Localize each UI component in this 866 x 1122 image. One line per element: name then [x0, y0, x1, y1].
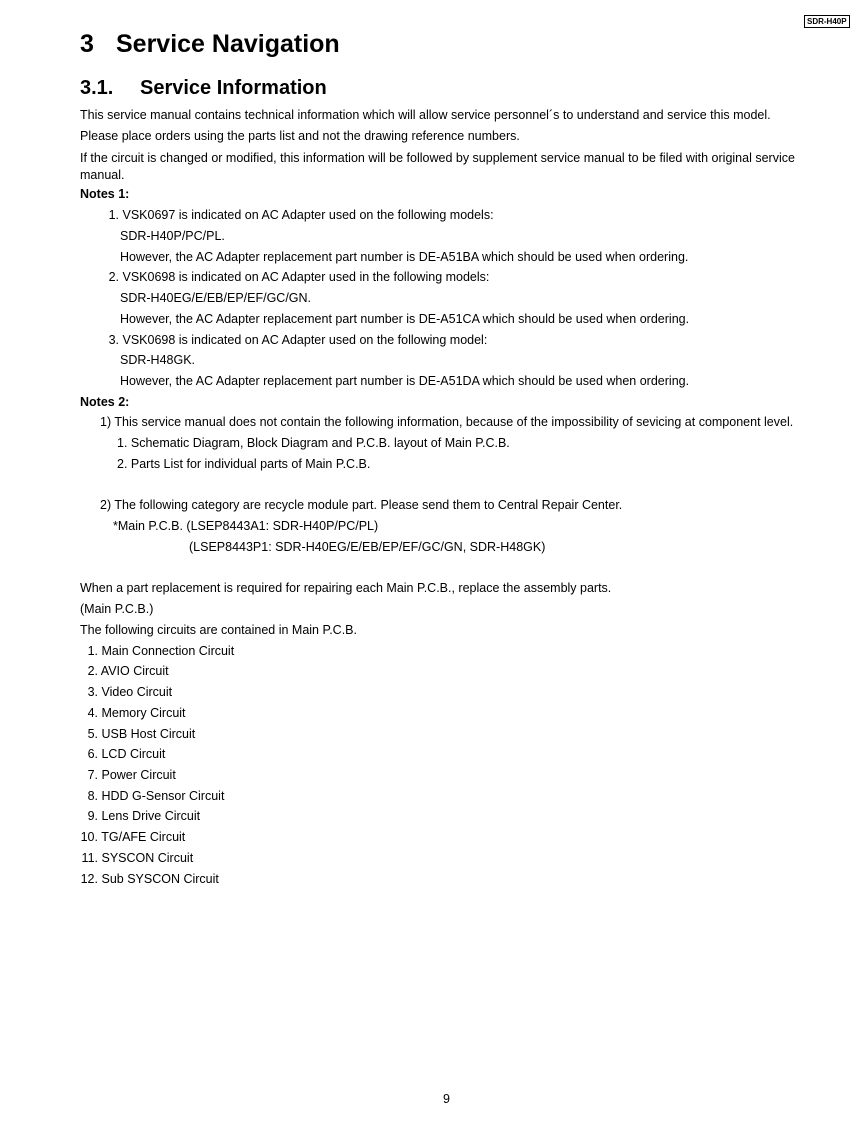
circuit-list-item	[78, 768, 176, 783]
circuit-number: 9.	[87, 809, 98, 823]
circuit-list-item	[78, 644, 234, 659]
replacement-text: The following circuits are contained in Main P.C.B.	[80, 623, 357, 637]
circuit-list-item	[78, 851, 193, 866]
circuit-number: 4.	[87, 706, 98, 720]
circuit-name: HDD G-Sensor Circuit	[101, 789, 225, 803]
circuit-name: Main Connection Circuit	[101, 644, 235, 658]
circuit-list-item	[78, 789, 224, 804]
circuit-number: 12.	[80, 872, 98, 886]
section-title: Service Navigation	[116, 30, 340, 58]
circuit-number: 10.	[80, 830, 98, 844]
circuit-name: Lens Drive Circuit	[101, 809, 201, 823]
circuit-list-item	[78, 830, 185, 845]
recycle-part-line: *Main P.C.B. (LSEP8443A1: SDR-H40P/PC/PL)	[113, 519, 379, 533]
circuit-name: USB Host Circuit	[101, 727, 196, 741]
circuit-number: 6.	[87, 747, 98, 761]
note-item-text: VSK0698 is indicated on AC Adapter used in the following models:	[122, 270, 490, 284]
circuit-name: Video Circuit	[101, 685, 173, 699]
circuit-name: Memory Circuit	[101, 706, 186, 720]
circuit-number: 1.	[87, 644, 98, 658]
note-item-number: 2.	[108, 270, 119, 284]
circuit-name: LCD Circuit	[101, 747, 166, 761]
replacement-text: (Main P.C.B.)	[80, 602, 154, 616]
circuit-name: Power Circuit	[101, 768, 176, 782]
note-item-note: However, the AC Adapter replacement part number is DE-A51DA which should be used when ordering.	[120, 374, 690, 388]
subsection-title: Service Information	[140, 77, 327, 99]
notes2-paragraph: 2) The following category are recycle module part. Please send them to Central Repair Center.	[100, 498, 623, 512]
circuit-number: 3.	[87, 685, 98, 699]
circuit-name: Sub SYSCON Circuit	[101, 872, 219, 886]
notes1-heading: Notes 1:	[80, 187, 130, 201]
model-tag: SDR-H40P	[804, 15, 850, 28]
note-item	[105, 208, 494, 223]
page-number: 9	[443, 1092, 450, 1106]
recycle-part-line: (LSEP8443P1: SDR-H40EG/E/EB/EP/EF/GC/GN, SDR-H48GK)	[189, 540, 546, 554]
circuit-list-item	[78, 664, 169, 679]
intro-paragraph: If the circuit is changed or modified, this information will be followed by supplement service manual to be filed with original service manual.	[80, 151, 795, 182]
circuit-number: 8.	[87, 789, 98, 803]
circuit-list-item	[78, 747, 165, 762]
note-item-number: 1.	[108, 208, 119, 222]
circuit-number: 7.	[87, 768, 98, 782]
note-item-text: VSK0698 is indicated on AC Adapter used on the following model:	[122, 333, 488, 347]
replacement-text: When a part replacement is required for repairing each Main P.C.B., replace the assembly parts.	[80, 581, 612, 595]
circuit-name: TG/AFE Circuit	[101, 830, 186, 844]
circuit-list-item	[78, 706, 186, 721]
note-item	[105, 333, 487, 348]
circuit-number: 5.	[87, 727, 98, 741]
note-item	[105, 270, 489, 285]
circuit-name: AVIO Circuit	[100, 664, 169, 678]
note-item-note: However, the AC Adapter replacement part number is DE-A51CA which should be used when ordering.	[120, 312, 690, 326]
notes2-list-item: 1. Schematic Diagram, Block Diagram and P.C.B. layout of Main P.C.B.	[117, 436, 510, 450]
circuit-number: 2.	[87, 664, 98, 678]
circuit-list-item	[78, 809, 200, 824]
note-item-models: SDR-H40EG/E/EB/EP/EF/GC/GN.	[120, 291, 312, 305]
circuit-name: SYSCON Circuit	[101, 851, 194, 865]
note-item-number: 3.	[108, 333, 119, 347]
subsection-number: 3.1.	[80, 77, 114, 99]
notes2-heading: Notes 2:	[80, 395, 130, 409]
notes2-list-item: 2. Parts List for individual parts of Main P.C.B.	[117, 457, 371, 471]
circuit-number: 11.	[81, 851, 98, 865]
intro-paragraph: Please place orders using the parts list and not the drawing reference numbers.	[80, 129, 520, 143]
note-item-models: SDR-H48GK.	[120, 353, 196, 367]
section-number: 3	[80, 30, 94, 58]
intro-paragraph: This service manual contains technical information which will allow service personnel´s to understand and service this model.	[80, 108, 771, 122]
section-heading	[80, 30, 340, 59]
note-item-text: VSK0697 is indicated on AC Adapter used on the following models:	[122, 208, 494, 222]
circuit-list-item	[78, 727, 195, 742]
circuit-list-item	[78, 685, 172, 700]
notes2-paragraph: 1) This service manual does not contain the following information, because of the impossibility of sevicing at component level.	[100, 415, 794, 429]
note-item-note: However, the AC Adapter replacement part number is DE-A51BA which should be used when ordering.	[120, 250, 689, 264]
subsection-heading	[80, 77, 327, 100]
circuit-list-item	[78, 872, 219, 887]
note-item-models: SDR-H40P/PC/PL.	[120, 229, 225, 243]
